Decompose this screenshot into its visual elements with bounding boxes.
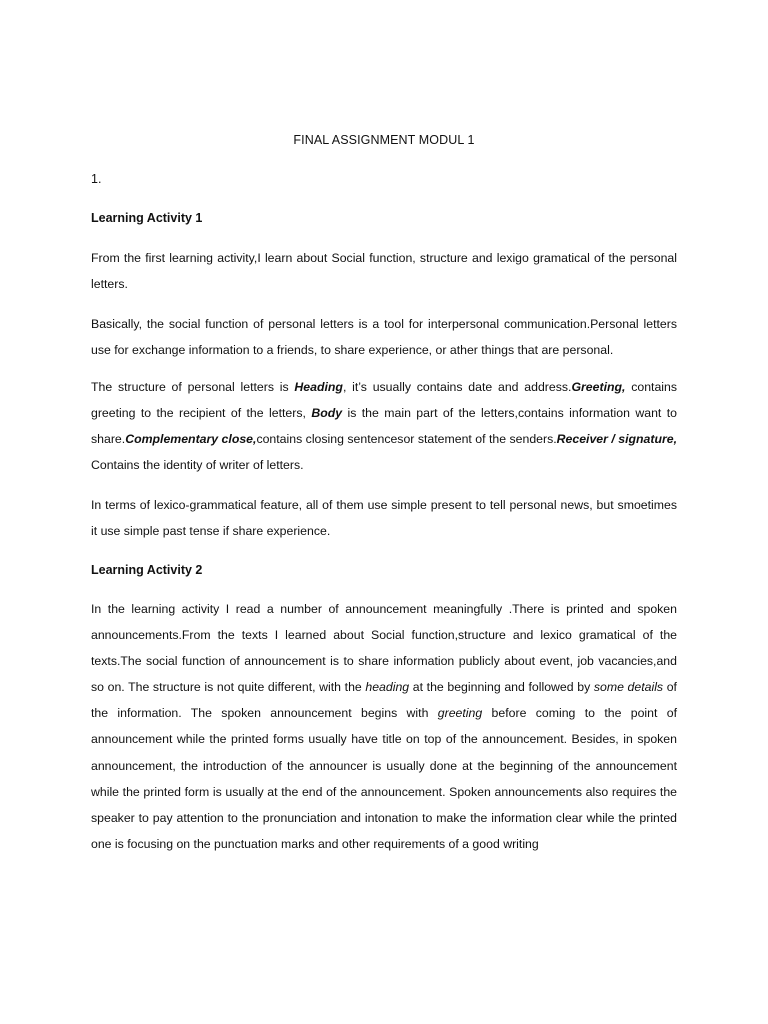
paragraph-1-4: In terms of lexico-grammatical feature, all of them use simple present to tell personal news, but smoetimes it use simple past tense if share experience. [91, 498, 677, 539]
paragraph-2-1: In the learning activity I read a number of announcement meaningfully .There is printed and spoken announcements.From the texts I learned about Social function,structure and lexico gramatical of the texts.The social function of announcement is to share information publicly about event, job vacancies,and so on. The structure is not quite different, with the heading at the beginning and followed by some details of the information. The spoken announcement begins with greeting before coming to the point of announcement while the printed forms usually have title on top of the announcement. Besides, in spoken announcement, the introduction of the announcer is usually done at the beginning of the announcement while the printed form is usually at the end of the announcement. Spoken announcements also requires the speaker to pay attention to the pronunciation and intonation to make the information clear while the printed one is focusing on the punctuation marks and other requirements of a good writing [91, 602, 677, 851]
paragraph-1-2: Basically, the social function of personal letters is a tool for interpersonal communication.Personal letters use for exchange information to a friends, to share experience, or ather things that are personal. [91, 317, 677, 358]
section-heading-2: Learning Activity 2 [91, 563, 203, 577]
document-title: FINAL ASSIGNMENT MODUL 1 [293, 133, 475, 147]
section-heading-1: Learning Activity 1 [91, 211, 203, 225]
paragraph-1-1: From the first learning activity,I learn about Social function, structure and lexigo gramatical of the personal letters. [91, 251, 677, 292]
paragraph-1-3: The structure of personal letters is Heading, it’s usually contains date and address.Greeting, contains greeting to the recipient of the letters, Body is the main part of the letters,contains information want to share.Complementary close,contains closing sentencesor statement of the senders.Receiver / signature, Contains the identity of writer of letters. [91, 380, 678, 473]
list-number: 1. [91, 172, 102, 186]
